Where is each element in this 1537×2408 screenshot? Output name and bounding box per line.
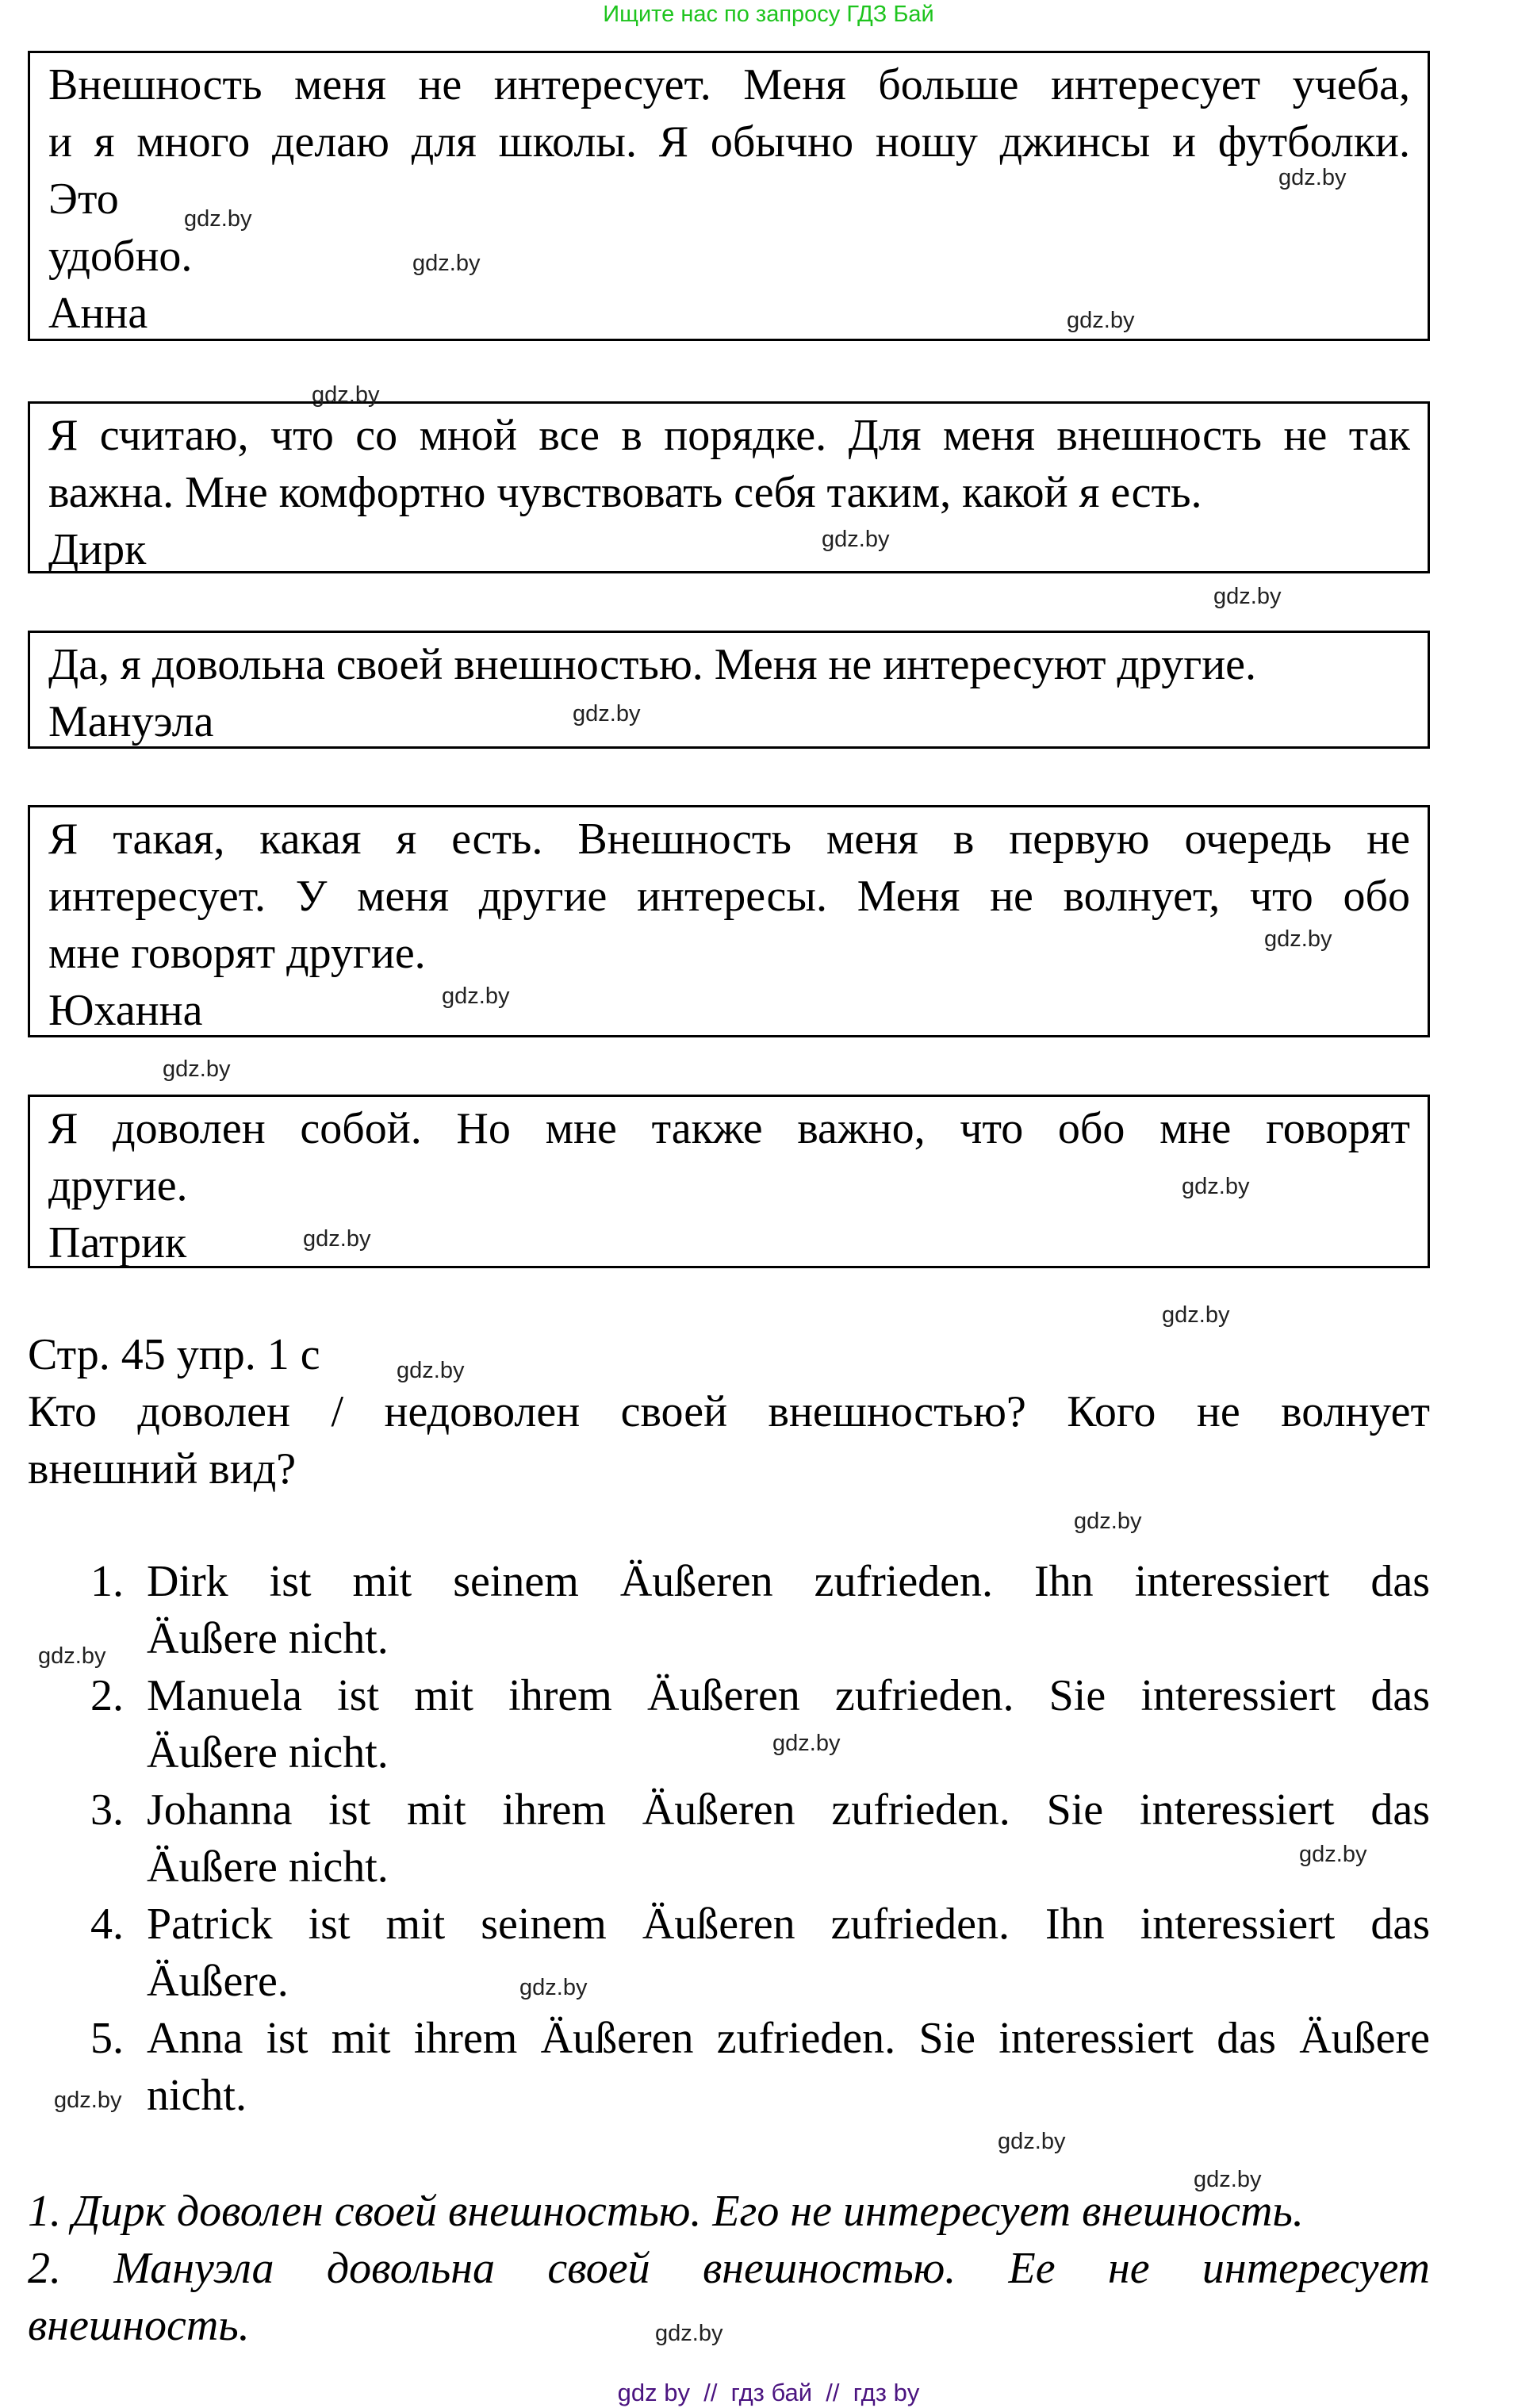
question-line: внешний вид?	[28, 1444, 297, 1493]
quote-author: Дирк	[48, 525, 147, 574]
watermark: gdz.by	[1182, 1174, 1250, 1199]
quote-line: Да, я довольна своей внешностью. Меня не интересуют другие.	[48, 640, 1257, 689]
watermark: gdz.by	[772, 1731, 841, 1756]
answer-line: Äußere nicht.	[147, 1842, 389, 1892]
quote-author: Мануэла	[48, 697, 214, 746]
watermark: gdz.by	[54, 2088, 122, 2113]
list-number: 2.	[90, 1671, 124, 1720]
watermark: gdz.by	[1213, 584, 1282, 609]
question-line: Кто доволен / недоволен своей внешностью? Кого не волнует	[28, 1387, 1430, 1436]
translations	[28, 2183, 1430, 2354]
watermark: gdz.by	[312, 382, 380, 408]
watermark: gdz.by	[163, 1056, 231, 1082]
watermark: gdz.by	[184, 206, 252, 232]
quote-line: Я считаю, что со мной все в порядке. Для меня внешность не так	[48, 411, 1410, 460]
answer-line: Manuela ist mit ihrem Äußeren zufrieden. Sie interessiert das	[147, 1671, 1430, 1720]
quote-line: Я такая, какая я есть. Внешность меня в первую очередь не	[48, 815, 1410, 864]
quote-line: другие.	[48, 1161, 188, 1210]
quote-line: и я много делаю для школы. Я обычно ношу джинсы и футболки.	[48, 117, 1410, 167]
quote-author: Патрик	[48, 1218, 187, 1267]
list-number: 5.	[90, 2014, 124, 2063]
watermark: gdz.by	[1264, 926, 1332, 952]
watermark: gdz.by	[1299, 1842, 1367, 1867]
watermark: gdz.by	[397, 1358, 465, 1383]
site-footer: gdz by // гдз бай // гдз by	[617, 2379, 920, 2406]
watermark: gdz.by	[1162, 1302, 1230, 1328]
watermark: gdz.by	[998, 2129, 1066, 2154]
exercise-heading: Стр. 45 упр. 1 с	[28, 1330, 320, 1379]
watermark: gdz.by	[1074, 1509, 1142, 1534]
quote-author: Анна	[48, 289, 148, 338]
quote-line: важна. Мне комфортно чувствовать себя таким, какой я есть.	[48, 468, 1202, 517]
watermark: gdz.by	[655, 2321, 723, 2346]
quote-line: Внешность меня не интересует. Меня больше интересует учеба,	[48, 60, 1410, 109]
watermark: gdz.by	[412, 251, 481, 276]
answer-line: Äußere.	[147, 1957, 289, 2006]
quote-box-johanna	[28, 805, 1430, 1037]
answer-line: Dirk ist mit seinem Äußeren zufrieden. Ihn interessiert das	[147, 1557, 1430, 1606]
list-number: 3.	[90, 1785, 124, 1835]
list-number: 1.	[90, 1557, 124, 1606]
answer-line: Anna ist mit ihrem Äußeren zufrieden. Sie interessiert das Äußere	[147, 2014, 1430, 2063]
watermark: gdz.by	[573, 701, 641, 727]
watermark: gdz.by	[442, 984, 510, 1009]
answer-line: Johanna ist mit ihrem Äußeren zufrieden. Sie interessiert das	[147, 1785, 1430, 1835]
answer-line: Patrick ist mit seinem Äußeren zufrieden. Ihn interessiert das	[147, 1900, 1430, 1949]
quote-line: Это	[48, 174, 119, 224]
translation-line: внешность.	[28, 2301, 250, 2350]
watermark: gdz.by	[519, 1975, 588, 2000]
watermark: gdz.by	[303, 1226, 371, 1252]
answer-line: Äußere nicht.	[147, 1614, 389, 1663]
quote-box-manuela	[28, 631, 1430, 749]
quote-line: интересует. У меня другие интересы. Меня не волнует, что обо	[48, 872, 1410, 921]
watermark: gdz.by	[1278, 165, 1347, 190]
answer-line: nicht.	[147, 2071, 247, 2120]
quote-box-dirk	[28, 401, 1430, 573]
exercise-question	[28, 1383, 1430, 1497]
quote-line: мне говорят другие.	[48, 929, 426, 978]
quote-line: удобно.	[48, 232, 193, 281]
translation-line: 1. Дирк доволен своей внешностью. Его не интересует внешность.	[28, 2187, 1304, 2236]
watermark: gdz.by	[38, 1643, 106, 1669]
answer-line: Äußere nicht.	[147, 1728, 389, 1777]
quote-author: Юханна	[48, 986, 203, 1035]
list-number: 4.	[90, 1900, 124, 1949]
translation-line: 2. Мануэла довольна своей внешностью. Ее не интересует	[28, 2244, 1430, 2293]
watermark: gdz.by	[1194, 2167, 1262, 2192]
site-banner: Ищите нас по запросу ГДЗ Бай	[603, 2, 934, 27]
watermark: gdz.by	[822, 527, 890, 552]
quote-line: Я доволен собой. Но мне также важно, что обо мне говорят	[48, 1104, 1410, 1153]
quote-box-anna	[28, 51, 1430, 341]
watermark: gdz.by	[1067, 308, 1135, 333]
